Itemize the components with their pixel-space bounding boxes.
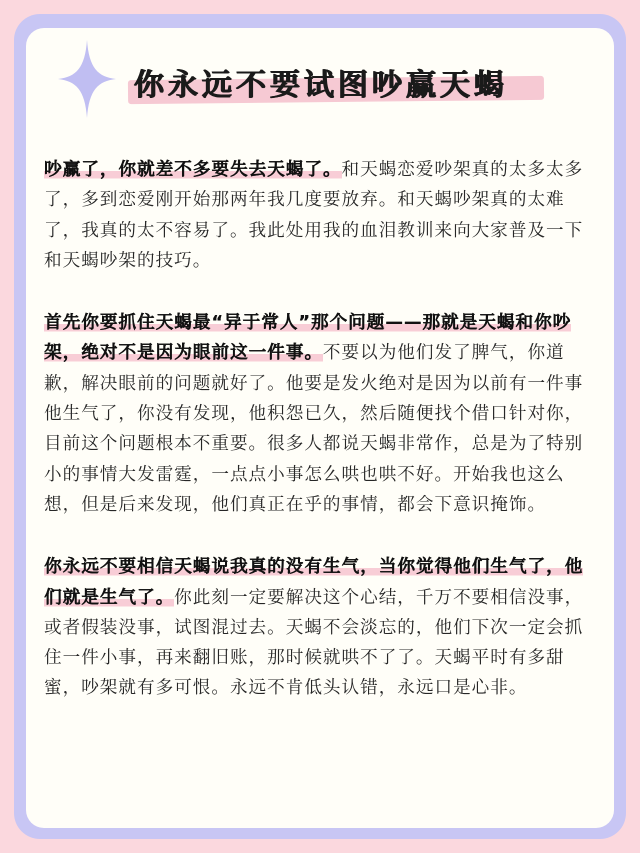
paragraph-3-highlight: 你永远不要相信天蝎说我真的没有生气，当你觉得他们生气了，他们就是生气了。 bbox=[44, 557, 584, 608]
paragraph-1-text: 和天蝎恋爱吵架真的太多太多了，多到恋爱刚开始那两年我几度要放弃。和天蝎吵架真的太难了，我真的太不容易了。我此处用我的血泪教训来向大家普及一下和天蝎吵架的技巧。 bbox=[44, 160, 584, 271]
page-title: 你永远不要试图吵赢天蝎 bbox=[134, 68, 508, 103]
paragraph-1-highlight: 吵赢了，你就差不多要失去天蝎了。 bbox=[44, 160, 342, 180]
paragraph-2 bbox=[44, 308, 592, 520]
paragraph-1 bbox=[44, 155, 592, 276]
four-point-star-icon bbox=[58, 40, 116, 118]
paragraph-3-text: 你此刻一定要解决这个心结，千万不要相信没事，或者假装没事，试图混过去。天蝎不会淡忘的，他们下次一定会抓住一件小事，再来翻旧账，那时候就哄不了了。天蝎平时有多甜蜜，吵架就有多可恨。永远不肯低头认错，永远口是心非。 bbox=[44, 587, 584, 699]
article-body bbox=[44, 155, 592, 704]
paragraph-2-highlight: 首先你要抓住天蝎最“异于常人”那个问题——那就是天蝎和你吵架，绝对不是因为眼前这一件事。 bbox=[44, 313, 572, 364]
paragraph-2-text: 不要以为他们发了脾气，你道歉，解决眼前的问题就好了。他要是发火绝对是因为以前有一件事他生气了，你没有发现，他积怨已久，然后随便找个借口针对你，目前这个问题根本不重要。很多人都说天蝎非常作，总是为了特别小的事情大发雷霆，一点点小事怎么哄也哄不好。开始我也这么想，但是后来发现，他们真正在乎的事情，都会下意识掩饰。 bbox=[44, 343, 584, 515]
paragraph-3 bbox=[44, 552, 592, 703]
title-block bbox=[128, 58, 548, 104]
